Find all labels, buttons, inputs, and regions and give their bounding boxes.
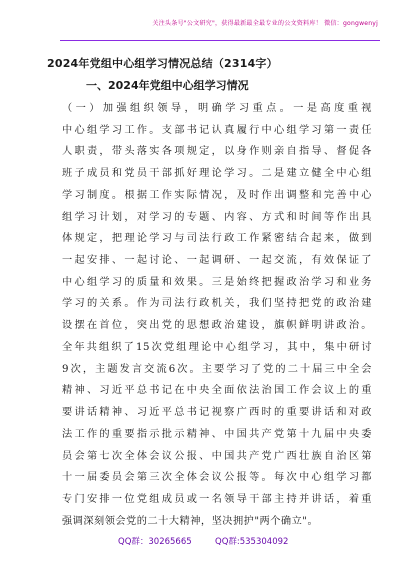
document-title: 2024年党组中心组学习情况总结（2314字）	[47, 57, 278, 70]
paragraph-line: 学习制度。根据工作实际情况，及时作出调整和完善中心	[62, 189, 372, 201]
paragraph-line: 专门安排一位党组成员或一名领导干部主持并讲话，着重	[62, 493, 372, 505]
footer	[0, 533, 408, 549]
paragraph-line: 强调深刻领会党的二十大精神，坚决拥护"两个确立"。	[62, 515, 319, 527]
paragraph-line: 组学习计划，对学习的专题、内容、方式和时间等作出具	[62, 211, 372, 223]
header-banner-text: 关注头条号"公文研究"，获得最新最全最专业的公文资料库！ 微信：gongwenyj	[152, 20, 378, 27]
paragraph-line: 法工作的重要指示批示精神、中国共产党第十九届中央委	[62, 428, 372, 440]
footer-qq-group-2: QQ群:535304092	[215, 537, 289, 547]
footer-qq-group-1: QQ群：30265665	[118, 537, 192, 547]
paragraph-body	[62, 98, 372, 532]
paragraph-line: 体规定，把理论学习与司法行政工作紧密结合起来，做到	[62, 233, 372, 245]
paragraph-line: 9次，主题发言交流6次。主要学习了党的二十届三中全会	[62, 363, 372, 375]
paragraph-line: 一起安排、一起讨论、一起调研、一起交流，有效保证了	[62, 255, 372, 267]
paragraph-line: 学习的关系。作为司法行政机关，我们坚持把党的政治建	[62, 298, 372, 310]
paragraph-line: 全年共组织了15次党组理论中心组学习，其中，集中研讨	[62, 341, 372, 353]
paragraph-line: 设摆在首位，突出党的思想政治建设，旗帜鲜明讲政治。	[62, 320, 372, 332]
section-heading: 一、2024年党组中心组学习情况	[86, 79, 249, 92]
paragraph-line: 班子成员和党员干部抓好理论学习。二是建立健全中心组	[62, 168, 372, 180]
paragraph-line: 员会第七次全体会议公报、中国共产党广西壮族自治区第	[62, 450, 372, 462]
paragraph-line: 中心组学习的质量和效果。三是始终把握政治学习和业务	[62, 276, 372, 288]
paragraph-line: 十一届委员会第三次全体会议公报等。每次中心组学习都	[62, 472, 372, 484]
paragraph-line: 中心组学习工作。支部书记认真履行中心组学习第一责任	[62, 124, 372, 136]
paragraph-line: 人职责，带头落实各项规定，以身作则亲自指导、督促各	[62, 146, 372, 158]
paragraph-line: 要讲话精神、习近平总书记视察广西时的重要讲话和对政	[62, 407, 372, 419]
paragraph-line: （一）加强组织领导，明确学习重点。一是高度重视	[62, 103, 372, 114]
header-banner	[60, 10, 380, 41]
paragraph-line: 精神、习近平总书记在中央全面依法治国工作会议上的重	[62, 385, 372, 397]
